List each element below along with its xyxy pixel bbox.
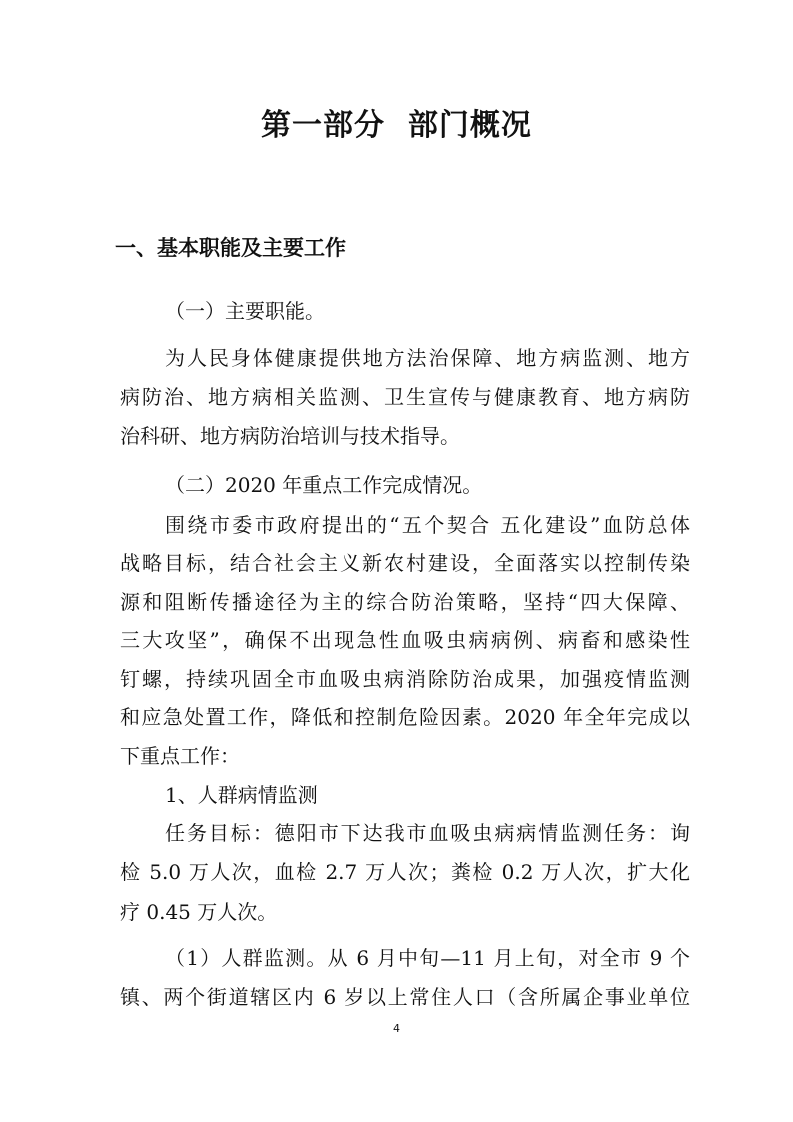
paragraph-line: 任务目标：德阳市下达我市血吸虫病病情监测任务：询: [165, 821, 690, 845]
paragraph-line: 疗 0.45 万人次。: [120, 900, 278, 924]
section-heading: 一、基本职能及主要工作: [115, 236, 346, 260]
paragraph-line: 围绕市委市政府提出的“五个契合 五化建设”血防总体: [165, 513, 690, 537]
paragraph-line: 三大攻坚”，确保不出现急性血吸虫病病例、病畜和感染性: [120, 628, 690, 652]
paragraph-line: 下重点工作：: [120, 744, 240, 768]
paragraph-line: （1）人群监测。从 6 月中旬—11 月上旬，对全市 9 个: [165, 946, 690, 970]
paragraph-line: 源和阻断传播途径为主的综合防治策略，坚持“四大保障、: [120, 590, 690, 614]
paragraph-line: 为人民身体健康提供地方法治保障、地方病监测、地方: [165, 346, 690, 370]
paragraph-line: 病防治、地方病相关监测、卫生宣传与健康教育、地方病防: [120, 385, 690, 409]
paragraph-line: 治科研、地方病防治培训与技术指导。: [120, 424, 460, 448]
paragraph-line: 镇、两个街道辖区内 6 岁以上常住人口（含所属企事业单位: [120, 985, 690, 1009]
page-title: 第一部分 部门概况: [261, 108, 532, 143]
paragraph-line: 钉螺，持续巩固全市血吸虫病消除防治成果，加强疫情监测: [120, 667, 690, 691]
sub1-heading: （一）主要职能。: [165, 299, 325, 323]
item1-heading: 1、人群病情监测: [165, 783, 318, 807]
sub2-heading: （二）2020 年重点工作完成情况。: [165, 473, 483, 497]
paragraph-line: 和应急处置工作，降低和控制危险因素。2020 年全年完成以: [120, 705, 690, 729]
paragraph-line: 战略目标，结合社会主义新农村建设，全面落实以控制传染: [120, 551, 690, 575]
page-number: 4: [393, 1022, 400, 1035]
paragraph-line: 检 5.0 万人次，血检 2.7 万人次；粪检 0.2 万人次，扩大化: [120, 860, 690, 884]
